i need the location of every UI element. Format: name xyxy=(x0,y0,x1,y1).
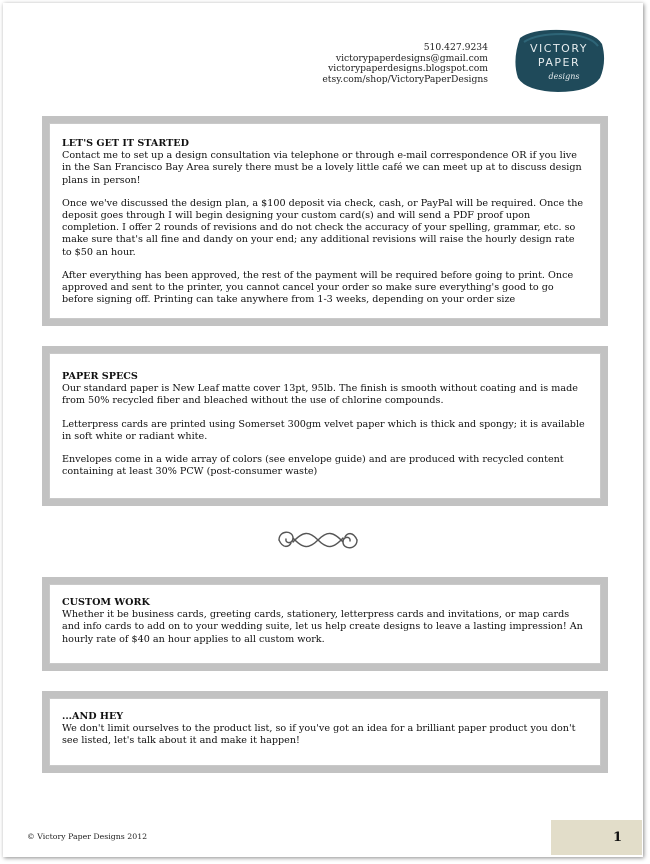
section-heading: LET'S GET IT STARTED xyxy=(62,138,189,149)
logo-line2: PAPER xyxy=(537,56,581,69)
contact-block xyxy=(322,43,488,85)
section-paper-specs xyxy=(42,346,608,506)
section-and-hey xyxy=(42,691,608,773)
page-number: 1 xyxy=(551,820,642,855)
victory-paper-logo xyxy=(512,28,606,94)
section-heading: ...AND HEY xyxy=(62,711,124,722)
logo-line3: designs xyxy=(548,72,580,81)
section-paragraph: Contact me to set up a design consultation via telephone or through e-mail correspondence OR if you live in the San Francisco Bay Area surely there must be a lovely little café we can meet up at to discuss design plans in person! xyxy=(62,150,582,186)
footer-copyright: © Victory Paper Designs 2012 xyxy=(27,832,148,841)
contact-email: victorypaperdesigns@gmail.com xyxy=(335,52,488,64)
section-heading: CUSTOM WORK xyxy=(62,597,150,608)
section-heading: PAPER SPECS xyxy=(62,371,138,382)
contact-blog: victorypaperdesigns.blogspot.com xyxy=(328,63,488,75)
section-paragraph: Letterpress cards are printed using Somerset 300gm velvet paper which is thick and spongy; it is available in soft white or radiant white. xyxy=(62,418,585,442)
section-paragraph: We don't limit ourselves to the product list, so if you've got an idea for a brilliant paper product you don't see listed, let's talk about it and make it happen! xyxy=(62,723,576,747)
flourish-ornament xyxy=(275,525,361,555)
section-paragraph: Envelopes come in a wide array of colors (see envelope guide) and are produced with recycled content containing at least 30% PCW (post-consumer waste) xyxy=(62,454,564,478)
section-paragraph: After everything has been approved, the rest of the payment will be required before going to print. Once approved and sent to the printer, you cannot cancel your order so make sure everything's good to go before signing off. Printing can take anywhere from 1-3 weeks, depending on your order size xyxy=(62,269,574,306)
section-get-started xyxy=(42,116,608,326)
section-paragraph: Our standard paper is New Leaf matte cover 13pt, 95lb. The finish is smooth without coating and is made from 50% recycled fiber and bleached without the use of chlorine compounds. xyxy=(62,383,578,407)
contact-phone: 510.427.9234 xyxy=(423,42,488,53)
section-paragraph: Once we've discussed the design plan, a $100 deposit via check, cash, or PayPal will be required. Once the deposit goes through I will begin designing your custom card(s) and will send a PDF proof upon completion. I offer 2 rounds of revisions and do not check the accuracy of your spelling, grammar, etc. so make sure that's all fine and dandy on your end; any additional revisions will raise the hourly design rate to $50 an hour. xyxy=(62,197,584,258)
logo-line1: VICTORY xyxy=(530,42,588,55)
section-paragraph: Whether it be business cards, greeting cards, stationery, letterpress cards and invitations, or map cards and info cards to add on to your wedding suite, let us help create designs to leave a lasting impression! An hourly rate of $40 an hour applies to all custom work. xyxy=(62,609,583,645)
section-custom-work xyxy=(42,577,608,671)
contact-shop: etsy.com/shop/VictoryPaperDesigns xyxy=(322,73,488,85)
